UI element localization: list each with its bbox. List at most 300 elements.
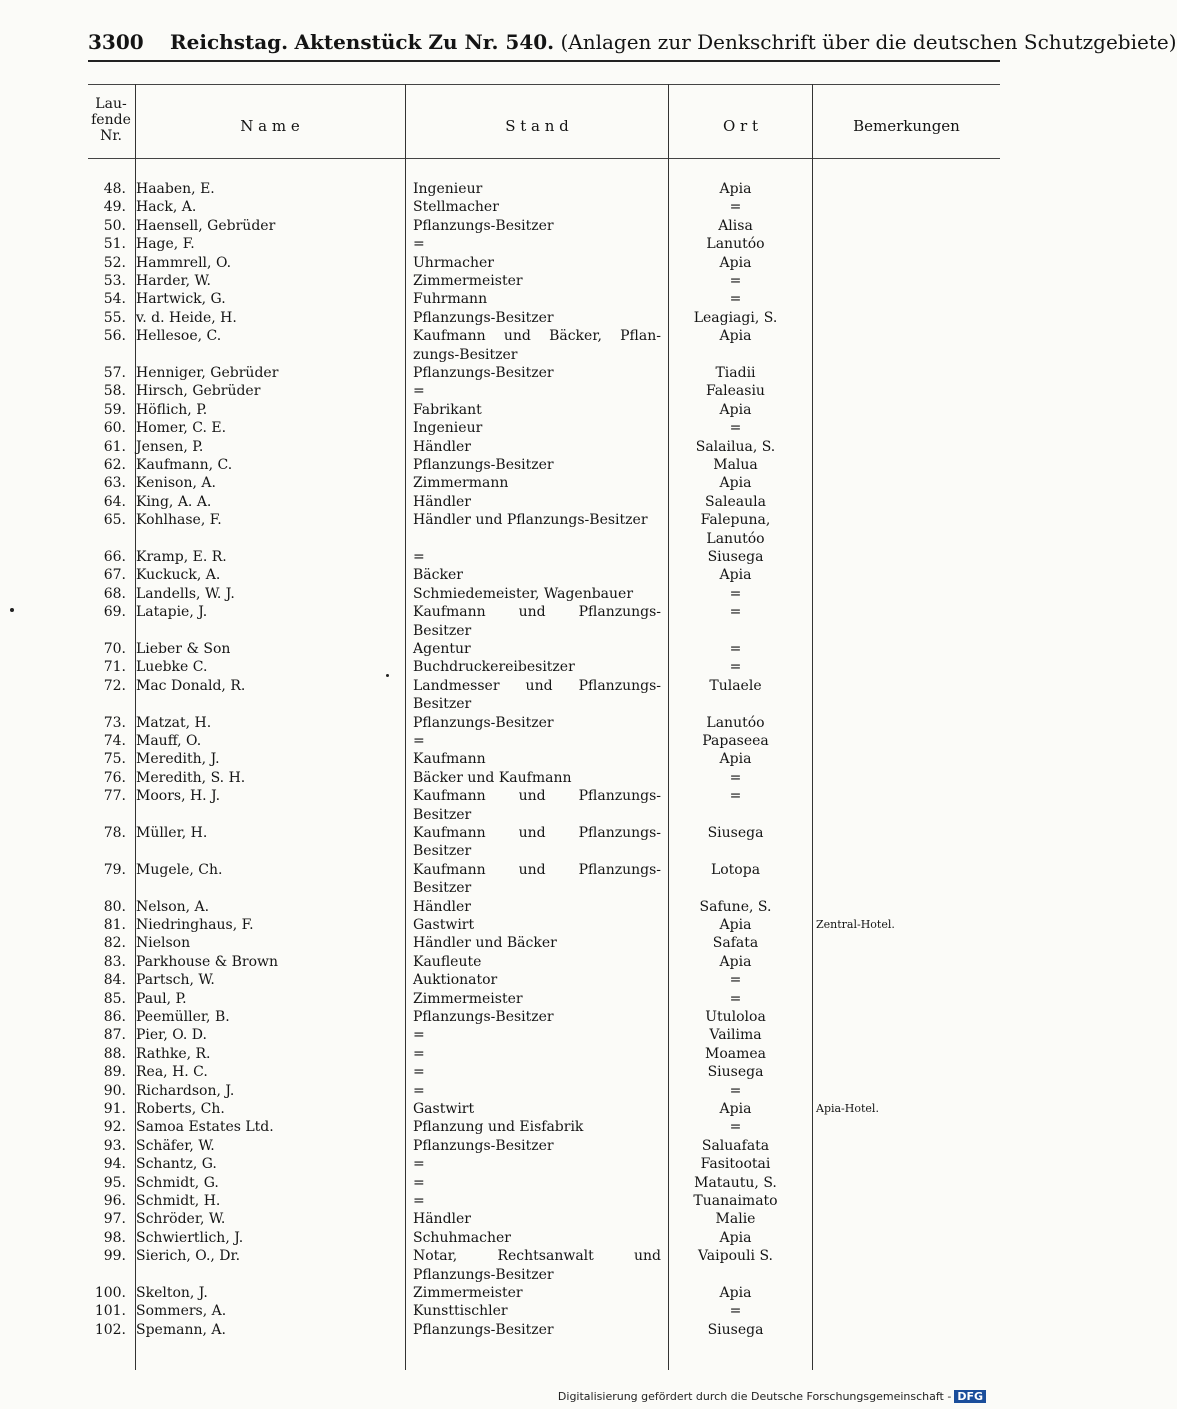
row-ort: Moamea: [704, 1045, 767, 1062]
row-number: 69.: [103, 604, 126, 621]
row-stand: Pflanzungs-Besitzer: [413, 1009, 554, 1025]
table-row: [88, 732, 1000, 750]
row-name: Landells, W. J.: [136, 585, 235, 602]
row-ort: Siusega: [707, 1064, 764, 1081]
row-stand: Kaufmann und Pflanzungs-: [413, 861, 661, 878]
table-row-continuation: [88, 622, 1000, 640]
table-row: [88, 1155, 1000, 1173]
row-name: Kohlhase, F.: [136, 512, 222, 529]
row-stand: Agentur: [413, 641, 471, 657]
table-row-continuation: [88, 806, 1000, 824]
row-name: Rathke, R.: [136, 1045, 211, 1062]
table-row: [88, 1137, 1000, 1155]
column-header-stand: S t a n d: [505, 117, 569, 135]
row-ort: =: [729, 291, 742, 308]
row-number: 88.: [103, 1045, 126, 1062]
row-ort: Apia: [719, 1285, 752, 1301]
row-ort: Apia: [719, 254, 752, 271]
table-top-rule: [88, 84, 1000, 85]
table-row: [88, 1174, 1000, 1192]
row-name: Hirsch, Gebrüder: [136, 383, 261, 400]
row-number: 76.: [103, 769, 126, 786]
row-ort: Saleaula: [705, 493, 766, 510]
row-ort: Apia: [719, 475, 752, 492]
row-name: Nelson, A.: [136, 898, 210, 915]
scan-speck: [386, 674, 389, 677]
row-number: 84.: [103, 972, 126, 989]
table-row: [88, 254, 1000, 272]
row-stand: =: [413, 236, 425, 253]
row-ort: Salailua, S.: [695, 438, 776, 455]
row-number: 101.: [94, 1303, 126, 1320]
row-number: 87.: [103, 1027, 126, 1044]
row-stand: Zimmermeister: [413, 273, 523, 289]
row-name: Mugele, Ch.: [136, 861, 223, 878]
table-row: [88, 198, 1000, 216]
row-number: 48.: [103, 181, 126, 197]
row-stand: Händler und Bäcker: [413, 935, 557, 952]
row-ort: Tulaele: [709, 677, 762, 694]
row-ort: Malua: [713, 457, 758, 473]
row-stand: Auktionator: [413, 972, 498, 989]
row-name: Hage, F.: [136, 236, 195, 253]
row-name: Niedringhaus, F.: [136, 917, 254, 933]
table-row: [88, 603, 1000, 621]
row-name: Meredith, S. H.: [136, 769, 246, 786]
table-row: [88, 750, 1000, 768]
row-name: Schantz, G.: [136, 1156, 217, 1173]
table-row: [88, 1026, 1000, 1044]
table-row: [88, 327, 1000, 345]
row-stand: Besitzer: [413, 843, 472, 860]
row-stand: =: [413, 1082, 425, 1099]
row-stand: Kunsttischler: [413, 1303, 508, 1320]
row-number: 94.: [103, 1156, 126, 1173]
table-row: [88, 1192, 1000, 1210]
row-number: 91.: [103, 1101, 126, 1117]
table-row: [88, 1321, 1000, 1339]
row-ort: Faleasiu: [706, 383, 765, 400]
row-name: Homer, C. E.: [136, 420, 227, 437]
table-row: [88, 1082, 1000, 1100]
row-ort: Fasitootai: [700, 1156, 771, 1173]
row-ort: Siusega: [707, 1321, 764, 1338]
row-number: 98.: [103, 1229, 126, 1246]
row-number: 74.: [103, 733, 126, 749]
row-name: King, A. A.: [136, 493, 212, 510]
row-ort: Saluafata: [701, 1137, 770, 1154]
row-number: 72.: [103, 677, 126, 694]
table-row: [88, 1302, 1000, 1320]
row-number: 53.: [103, 273, 126, 289]
row-number: 78.: [103, 825, 126, 841]
row-number: 79.: [103, 861, 126, 878]
row-name: Meredith, J.: [136, 751, 220, 768]
row-ort: =: [729, 788, 742, 805]
row-ort: =: [729, 604, 742, 621]
table-row: [88, 474, 1000, 492]
row-stand: Pflanzungs-Besitzer: [413, 217, 554, 234]
row-number: 99.: [103, 1248, 126, 1265]
row-number: 85.: [103, 990, 126, 1007]
row-ort: Apia: [719, 751, 752, 768]
row-number: 68.: [103, 585, 126, 602]
table-row: [88, 898, 1000, 916]
table-row: [88, 861, 1000, 879]
row-ort: Lanutóo: [706, 236, 765, 253]
row-stand: Kaufmann und Pflanzungs-: [413, 825, 661, 841]
table-row: [88, 934, 1000, 952]
row-number: 49.: [103, 199, 126, 216]
header-rule: [88, 60, 1000, 62]
row-name: Höflich, P.: [136, 401, 208, 418]
row-ort: =: [729, 420, 742, 437]
row-name: Matzat, H.: [136, 714, 212, 731]
row-name: Harder, W.: [136, 273, 211, 289]
row-stand: =: [413, 1064, 425, 1081]
table-row: [88, 419, 1000, 437]
row-ort: Falepuna,: [700, 512, 771, 529]
row-stand: Zimmermeister: [413, 1285, 523, 1301]
row-number: 96.: [103, 1193, 126, 1209]
row-name: Roberts, Ch.: [136, 1101, 225, 1117]
row-ort: =: [729, 1303, 742, 1320]
row-stand: Bäcker und Kaufmann: [413, 769, 572, 786]
table-row: [88, 217, 1000, 235]
row-ort: Lotopa: [710, 861, 761, 878]
row-ort: Tiadii: [715, 365, 756, 381]
table-header-rule: [88, 158, 1000, 159]
row-stand: Pflanzungs-Besitzer: [413, 309, 554, 326]
table-row: [88, 640, 1000, 658]
row-number: 90.: [103, 1082, 126, 1099]
row-number: 66.: [103, 549, 126, 565]
row-ort: Safune, S.: [699, 898, 772, 915]
column-header-name: N a m e: [240, 117, 300, 135]
row-stand: Stellmacher: [413, 199, 499, 216]
row-number: 86.: [103, 1009, 126, 1025]
row-stand: Schuhmacher: [413, 1229, 511, 1246]
row-number: 77.: [103, 788, 126, 805]
footer: [558, 1390, 986, 1403]
table-row: [88, 916, 1000, 934]
row-name: Sommers, A.: [136, 1303, 227, 1320]
row-ort: =: [729, 769, 742, 786]
table-row: [88, 1063, 1000, 1081]
row-ort: Apia: [719, 1229, 752, 1246]
row-number: 80.: [103, 898, 126, 915]
table-row: [88, 456, 1000, 474]
row-ort: =: [729, 641, 742, 657]
row-ort: Apia: [719, 401, 752, 418]
row-ort: Siusega: [707, 549, 764, 565]
row-number: 102.: [94, 1321, 126, 1338]
table-row: [88, 658, 1000, 676]
row-ort: Apia: [719, 1101, 752, 1117]
row-number: 64.: [103, 493, 126, 510]
row-name: Kramp, E. R.: [136, 549, 227, 565]
row-name: Kuckuck, A.: [136, 567, 221, 584]
row-remark: Zentral-Hotel.: [816, 918, 895, 931]
row-ort: Apia: [719, 567, 752, 584]
table-row: [88, 493, 1000, 511]
row-ort: Siusega: [707, 825, 764, 841]
row-number: 56.: [103, 328, 126, 345]
table-row-continuation: [88, 346, 1000, 364]
row-name: Pier, O. D.: [136, 1027, 207, 1044]
table-row-continuation: [88, 1266, 1000, 1284]
row-ort: Lanutóo: [706, 714, 765, 731]
row-stand: Zimmermann: [413, 475, 509, 492]
table-row: [88, 1118, 1000, 1136]
row-ort: Apia: [719, 953, 752, 970]
row-number: 100.: [94, 1285, 126, 1301]
table-row-continuation: [88, 842, 1000, 860]
row-name: Schwiertlich, J.: [136, 1229, 244, 1246]
row-stand: Bäcker: [413, 567, 463, 584]
row-ort: =: [729, 659, 742, 676]
table-row-continuation: [88, 695, 1000, 713]
table-row: [88, 1284, 1000, 1302]
row-number: 51.: [103, 236, 126, 253]
row-name: Kenison, A.: [136, 475, 216, 492]
row-ort: Matautu, S.: [694, 1174, 777, 1191]
row-number: 55.: [103, 309, 126, 326]
row-stand: Pflanzungs-Besitzer: [413, 1321, 554, 1338]
row-stand: zungs-Besitzer: [413, 346, 518, 363]
row-stand: Fuhrmann: [413, 291, 488, 308]
table-row: [88, 309, 1000, 327]
row-ort: =: [729, 1082, 742, 1099]
row-name: Spemann, A.: [136, 1321, 226, 1338]
row-number: 97.: [103, 1211, 126, 1228]
row-stand: =: [413, 1193, 425, 1209]
row-number: 67.: [103, 567, 126, 584]
row-stand: Schmiedemeister, Wagenbauer: [413, 585, 634, 602]
row-name: Mac Donald, R.: [136, 677, 246, 694]
header-subtitle: (Anlagen zur Denkschrift über die deutschen Schutzgebiete): [560, 30, 1177, 54]
row-ort: =: [729, 990, 742, 1007]
column-header-bemerkungen: Bemerkungen: [853, 117, 960, 135]
row-ort: Alisa: [718, 217, 753, 234]
table-row-continuation: [88, 530, 1000, 548]
row-name: Hammrell, O.: [136, 254, 232, 271]
row-name: Müller, H.: [136, 825, 208, 841]
row-name: Schmidt, H.: [136, 1193, 221, 1209]
row-stand: Ingenieur: [413, 420, 483, 437]
row-ort: =: [729, 972, 742, 989]
row-name: Rea, H. C.: [136, 1064, 208, 1081]
table-row: [88, 824, 1000, 842]
row-ort: =: [729, 1119, 742, 1136]
row-stand: Notar, Rechtsanwalt und: [413, 1248, 661, 1265]
row-stand: =: [413, 733, 425, 749]
table-row: [88, 382, 1000, 400]
row-ort: Utuloloa: [705, 1009, 766, 1025]
row-name: Latapie, J.: [136, 604, 208, 621]
row-ort: Apia: [719, 181, 752, 197]
table-row: [88, 769, 1000, 787]
row-stand: =: [413, 383, 425, 400]
table-row: [88, 1100, 1000, 1118]
row-ort: Apia: [719, 328, 752, 345]
row-ort: Leagiagi, S.: [693, 309, 778, 326]
page-number: 3300: [88, 30, 144, 54]
row-name: Partsch, W.: [136, 972, 215, 989]
row-number: 93.: [103, 1137, 126, 1154]
table-row: [88, 1008, 1000, 1026]
row-stand: =: [413, 1027, 425, 1044]
table-row: [88, 990, 1000, 1008]
row-stand: Pflanzungs-Besitzer: [413, 365, 554, 381]
row-name: Moors, H. J.: [136, 788, 221, 805]
row-stand: Buchdruckereibesitzer: [413, 659, 575, 676]
row-ort: Safata: [712, 935, 759, 952]
table-row: [88, 401, 1000, 419]
row-stand: Landmesser und Pflanzungs-: [413, 677, 661, 694]
row-stand: Ingenieur: [413, 181, 483, 197]
row-number: 92.: [103, 1119, 126, 1136]
row-number: 73.: [103, 714, 126, 731]
row-stand: Gastwirt: [413, 917, 475, 933]
row-stand: Pflanzungs-Besitzer: [413, 1137, 554, 1154]
row-number: 58.: [103, 383, 126, 400]
row-number: 95.: [103, 1174, 126, 1191]
table-row: [88, 1045, 1000, 1063]
row-stand: =: [413, 1156, 425, 1173]
row-stand: Pflanzungs-Besitzer: [413, 457, 554, 473]
row-stand: Pflanzungs-Besitzer: [413, 1266, 554, 1283]
row-name: Hack, A.: [136, 199, 197, 216]
row-number: 65.: [103, 512, 126, 529]
row-stand: Gastwirt: [413, 1101, 475, 1117]
row-stand: Uhrmacher: [413, 254, 494, 271]
table-row: [88, 290, 1000, 308]
table-row-continuation: [88, 879, 1000, 897]
row-ort: Vaipouli S.: [697, 1248, 773, 1265]
row-ort: =: [729, 585, 742, 602]
row-ort: =: [729, 273, 742, 289]
row-stand: Kaufmann und Pflanzungs-: [413, 788, 661, 805]
table-row: [88, 1247, 1000, 1265]
row-number: 75.: [103, 751, 126, 768]
table-row: [88, 585, 1000, 603]
table-row: [88, 1210, 1000, 1228]
row-stand: Fabrikant: [413, 401, 482, 418]
row-stand: Besitzer: [413, 696, 472, 713]
table-row: [88, 511, 1000, 529]
row-stand: =: [413, 549, 425, 565]
row-number: 71.: [103, 659, 126, 676]
table-row: [88, 566, 1000, 584]
row-name: Haaben, E.: [136, 181, 215, 197]
row-name: Hartwick, G.: [136, 291, 226, 308]
row-stand: Händler: [413, 898, 471, 915]
table-row: [88, 677, 1000, 695]
row-name: Jensen, P.: [136, 438, 204, 455]
table-row: [88, 971, 1000, 989]
row-name: Richardson, J.: [136, 1082, 235, 1099]
row-stand: Kaufmann: [413, 751, 486, 768]
row-number: 61.: [103, 438, 126, 455]
row-name: Paul, P.: [136, 990, 187, 1007]
row-number: 70.: [103, 641, 126, 657]
table-row: [88, 787, 1000, 805]
row-ort: Tuanaimato: [693, 1193, 778, 1209]
row-name: Schröder, W.: [136, 1211, 226, 1228]
table-row: [88, 953, 1000, 971]
row-number: 59.: [103, 401, 126, 418]
row-stand: =: [413, 1174, 425, 1191]
header-aktenstueck: Aktenstück Zu Nr. 540.: [294, 30, 555, 54]
row-stand: Pflanzung und Eisfabrik: [413, 1119, 584, 1136]
row-name: Schäfer, W.: [136, 1137, 215, 1154]
table-row: [88, 235, 1000, 253]
row-name: v. d. Heide, H.: [136, 309, 237, 326]
row-stand: Besitzer: [413, 806, 472, 823]
row-stand: Besitzer: [413, 622, 472, 639]
table-row: [88, 364, 1000, 382]
row-name: Henniger, Gebrüder: [136, 365, 279, 381]
row-stand: Händler und Pflanzungs-Besitzer: [413, 512, 648, 529]
page-header: [88, 30, 1177, 54]
table-row: [88, 714, 1000, 732]
row-name: Samoa Estates Ltd.: [136, 1119, 274, 1136]
row-stand: Zimmermeister: [413, 990, 523, 1007]
table-row: [88, 272, 1000, 290]
row-name: Nielson: [136, 935, 191, 952]
row-name: Schmidt, G.: [136, 1174, 219, 1191]
row-stand: Kaufleute: [413, 953, 482, 970]
table-row: [88, 1229, 1000, 1247]
row-name: Lieber & Son: [136, 641, 231, 657]
footer-text: Digitalisierung gefördert durch die Deutsche Forschungsgemeinschaft -: [557, 1390, 952, 1403]
table-row: [88, 548, 1000, 566]
row-ort: Apia: [719, 917, 752, 933]
row-stand: Händler: [413, 493, 471, 510]
scan-speck: [10, 608, 14, 612]
row-ort: =: [729, 199, 742, 216]
row-ort: Vailima: [709, 1027, 762, 1044]
row-number: 60.: [103, 420, 126, 437]
row-stand: Händler: [413, 1211, 471, 1228]
row-name: Peemüller, B.: [136, 1009, 230, 1025]
row-stand: Pflanzungs-Besitzer: [413, 714, 554, 731]
row-number: 57.: [103, 365, 126, 381]
column-header-ort: O r t: [722, 117, 759, 135]
row-ort: Lanutóo: [706, 530, 765, 547]
row-stand: Händler: [413, 438, 471, 455]
row-stand: =: [413, 1045, 425, 1062]
header-reichstag: Reichstag.: [170, 30, 289, 54]
row-number: 52.: [103, 254, 126, 271]
row-ort: Malie: [715, 1211, 756, 1228]
row-name: Luebke C.: [136, 659, 208, 676]
row-name: Sierich, O., Dr.: [136, 1248, 241, 1265]
row-number: 81.: [103, 917, 126, 933]
row-number: 63.: [103, 475, 126, 492]
row-stand: Kaufmann und Pflanzungs-: [413, 604, 661, 621]
row-ort: Papaseea: [702, 733, 769, 749]
row-name: Mauff, O.: [136, 733, 202, 749]
table-row: [88, 180, 1000, 198]
row-name: Kaufmann, C.: [136, 457, 233, 473]
row-stand: Besitzer: [413, 880, 472, 897]
row-remark: Apia-Hotel.: [816, 1102, 879, 1115]
row-name: Hellesoe, C.: [136, 328, 222, 345]
table-row: [88, 438, 1000, 456]
row-name: Skelton, J.: [136, 1285, 208, 1301]
